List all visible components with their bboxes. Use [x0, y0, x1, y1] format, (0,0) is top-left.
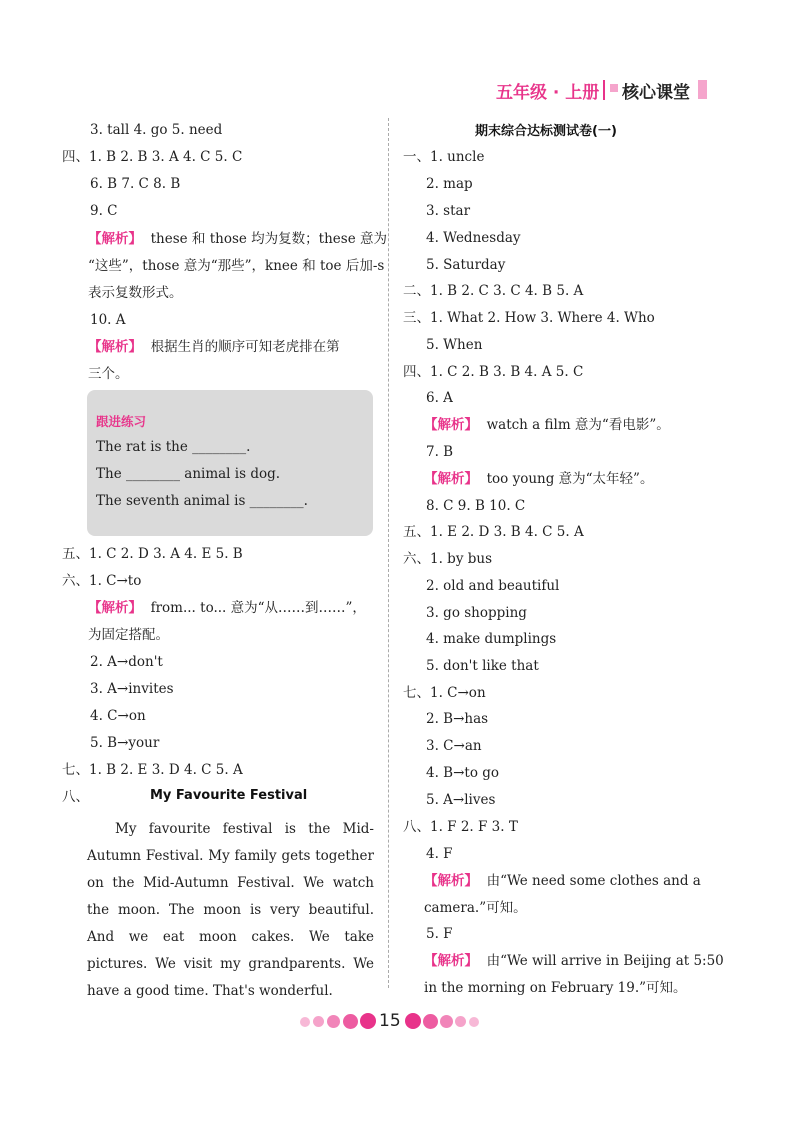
answer-line: 5. F	[426, 926, 453, 942]
footer-dot	[360, 1013, 376, 1029]
analysis-tag: 【解析】	[88, 600, 142, 616]
answer-line: 2. map	[426, 176, 473, 192]
answer-line: 七、1. B 2. E 3. D 4. C 5. A	[62, 762, 243, 778]
analysis-tag: 【解析】	[424, 471, 478, 487]
answer-line: 六、1. C→to	[62, 573, 142, 589]
practice-line: The seventh animal is ________.	[96, 493, 308, 509]
analysis-line: 表示复数形式。	[88, 285, 183, 301]
footer-dot	[469, 1017, 479, 1027]
answer-line: 4. C→on	[90, 708, 146, 724]
essay-title: My Favourite Festival	[150, 788, 308, 803]
answer-line: 10. A	[90, 312, 126, 328]
answer-line: 3. A→invites	[90, 681, 174, 697]
footer-dot	[343, 1014, 358, 1029]
footer-dot	[440, 1015, 453, 1028]
analysis-tag: 【解析】	[424, 953, 478, 969]
footer-dot	[327, 1015, 340, 1028]
answer-line: 4. Wednesday	[426, 230, 521, 246]
answer-line: 四、1. B 2. B 3. A 4. C 5. C	[62, 149, 243, 165]
analysis-text: 由“We will arrive in Beijing at 5:50	[486, 953, 724, 969]
answer-line: 3. go shopping	[426, 605, 527, 621]
answer-line: 八、1. F 2. F 3. T	[403, 819, 518, 835]
answer-line: 5. A→lives	[426, 792, 496, 808]
answer-line: 二、1. B 2. C 3. C 4. B 5. A	[403, 283, 584, 299]
footer-dot	[300, 1017, 310, 1027]
analysis-tag: 【解析】	[424, 417, 478, 433]
footer-dot	[405, 1013, 421, 1029]
analysis-text: 由“We need some clothes and a	[486, 873, 701, 889]
analysis-tag: 【解析】	[424, 873, 478, 889]
section-label: 八、	[62, 789, 89, 805]
answer-line: 三、1. What 2. How 3. Where 4. Who	[403, 310, 655, 326]
answer-line: 7. B	[426, 444, 454, 460]
answer-line: 3. tall 4. go 5. need	[90, 122, 223, 138]
answer-line: 四、1. C 2. B 3. B 4. A 5. C	[403, 364, 584, 380]
analysis-tag: 【解析】	[88, 231, 142, 247]
answer-line: 6. A	[426, 390, 453, 406]
answer-line: 七、1. C→on	[403, 685, 486, 701]
analysis-text: watch a film 意为“看电影”。	[486, 417, 670, 433]
answer-line: 一、1. uncle	[403, 149, 485, 165]
analysis-line: camera.”可知。	[424, 900, 527, 916]
analysis-line: “这些”，those 意为“那些”，knee 和 toe 后加-s	[88, 258, 385, 274]
analysis-line	[424, 951, 724, 971]
answer-line: 5. don't like that	[426, 658, 539, 674]
test-title: 期末综合达标测试卷(一)	[475, 124, 617, 139]
analysis-line	[424, 871, 701, 891]
answer-line: 8. C 9. B 10. C	[426, 498, 526, 514]
analysis-line	[88, 337, 340, 357]
answer-line: 5. Saturday	[426, 257, 506, 273]
analysis-line	[424, 469, 653, 489]
answer-line: 4. make dumplings	[426, 631, 557, 647]
analysis-line	[88, 229, 387, 249]
answer-line: 4. F	[426, 846, 453, 862]
header-bar-icon	[698, 80, 707, 99]
answer-line: 五、1. E 2. D 3. B 4. C 5. A	[403, 524, 584, 540]
practice-line: The ________ animal is dog.	[96, 466, 281, 482]
analysis-line: 三个。	[88, 366, 129, 382]
answer-line: 3. star	[426, 203, 471, 219]
answer-line: 6. B 7. C 8. B	[90, 176, 181, 192]
analysis-text: 根据生肖的顺序可知老虎排在第	[150, 339, 340, 355]
analysis-line	[88, 598, 366, 618]
practice-line: The rat is the ________.	[96, 439, 251, 455]
practice-title: 跟进练习	[96, 414, 147, 429]
answer-line: 9. C	[90, 203, 118, 219]
answer-line: 2. old and beautiful	[426, 578, 560, 594]
answer-line: 3. C→an	[426, 738, 482, 754]
analysis-line	[424, 415, 670, 435]
header-square-icon	[610, 84, 618, 92]
analysis-line: in the morning on February 19.”可知。	[424, 980, 687, 996]
answer-line: 5. B→your	[90, 735, 160, 751]
analysis-tag: 【解析】	[88, 339, 142, 355]
essay-text: My favourite festival is the Mid-Autumn Festival. My family gets together on the Mid-Autumn Festival. We watch the moon. The moon is very beautiful. And we eat moon cakes. We take pictures. We visit my grandparents. We have a good time. That's wonderful.	[87, 821, 374, 999]
book-series: 核心课堂	[622, 83, 690, 103]
footer-dot	[423, 1014, 438, 1029]
analysis-text: these 和 those 均为复数；these 意为	[150, 231, 387, 247]
book-title: 五年级 · 上册	[496, 83, 600, 103]
page-number: 15	[379, 1011, 401, 1031]
answer-line: 五、1. C 2. D 3. A 4. E 5. B	[62, 546, 243, 562]
header-separator	[603, 80, 605, 100]
answer-line: 2. B→has	[426, 711, 489, 727]
answer-line: 4. B→to go	[426, 765, 500, 781]
footer-dot	[455, 1016, 466, 1027]
answer-line: 2. A→don't	[90, 654, 163, 670]
answer-line: 六、1. by bus	[403, 551, 492, 567]
answer-line: 5. When	[426, 337, 483, 353]
analysis-text: from... to... 意为“从……到……”，	[150, 600, 366, 616]
analysis-line: 为固定搭配。	[88, 627, 169, 643]
analysis-text: too young 意为“太年轻”。	[486, 471, 654, 487]
footer-dot	[313, 1016, 324, 1027]
column-divider	[388, 118, 389, 988]
